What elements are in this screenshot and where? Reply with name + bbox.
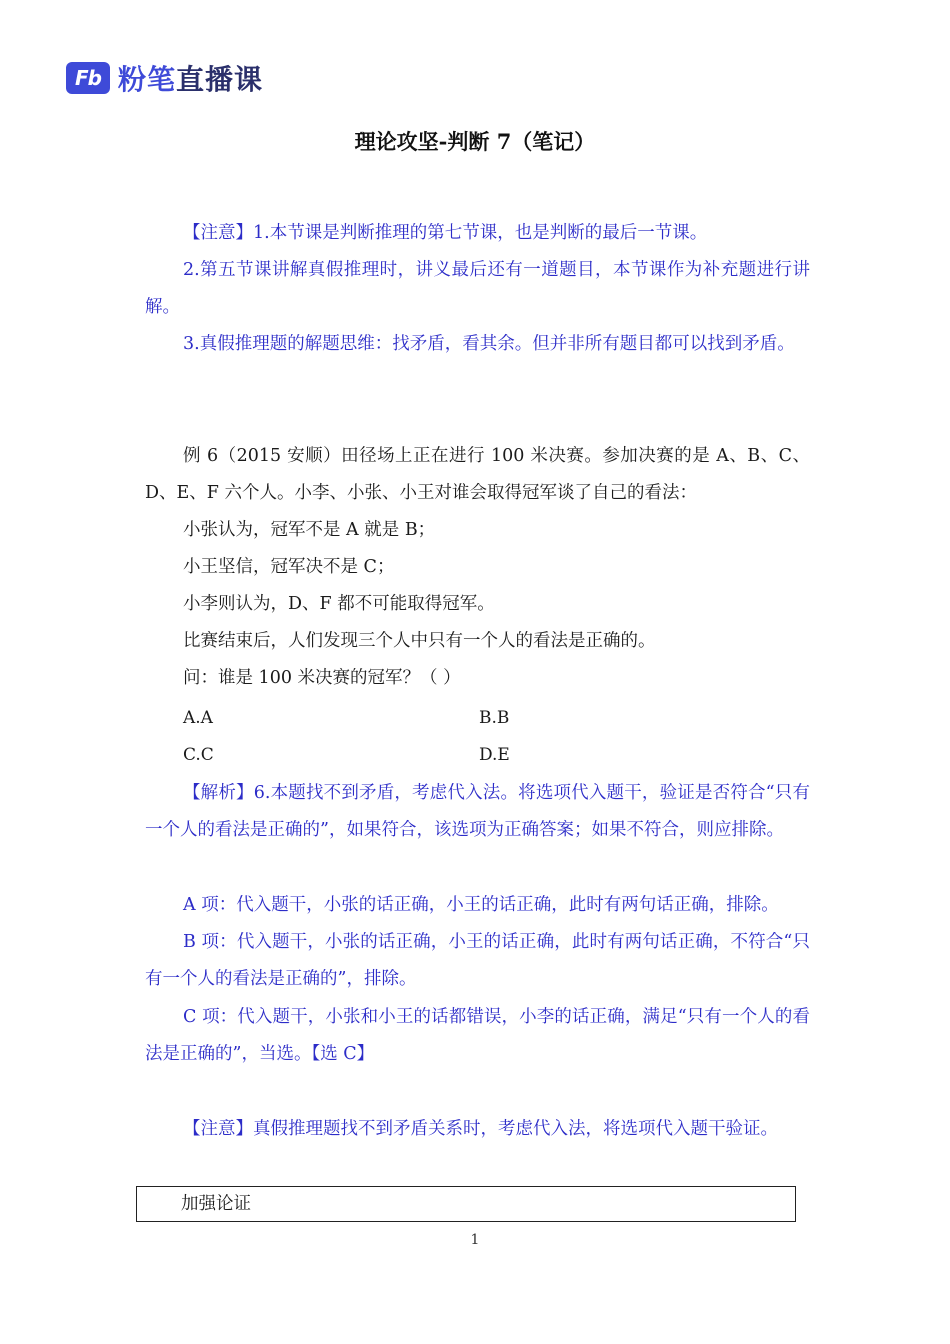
note-1: 【注意】1.本节课是判断推理的第七节课，也是判断的最后一节课。: [183, 223, 708, 243]
answer-options: [183, 700, 803, 774]
analysis-intro: 【解析】6.本题找不到矛盾，考虑代入法。将选项代入题干，验证是否符合“只有一个人的看法是正确的”，如果符合，该选项为正确答案；如果不符合，则应排除。: [145, 783, 810, 840]
analysis-option-b: B 项：代入题干，小张的话正确，小王的话正确，此时有两句话正确，不符合“只有一个人的看法是正确的”，排除。: [145, 932, 810, 989]
option-d: D.E: [479, 745, 510, 765]
analysis-option-a: A 项：代入题干，小张的话正确，小王的话正确，此时有两句话正确，排除。: [183, 895, 779, 915]
analysis-option-c: C 项：代入题干，小张和小王的话都错误，小李的话正确，满足“只有一个人的看法是正确的”，当选。【选 C】: [145, 1007, 810, 1064]
option-a: A.A: [183, 708, 213, 728]
statement-zhang: 小张认为，冠军不是 A 就是 B；: [183, 520, 436, 540]
note-2: 2.第五节课讲解真假推理时，讲义最后还有一道题目，本节课作为补充题进行讲解。: [145, 260, 810, 317]
option-c: C.C: [183, 745, 214, 765]
brand-logo: [66, 60, 263, 96]
statement-wang: 小王坚信，冠军决不是 C；: [183, 557, 395, 577]
question-ask: 问：谁是 100 米决赛的冠军？（ ）: [183, 668, 461, 688]
fb-logo-icon: Fb: [66, 62, 110, 94]
logo-suffix: 直播课: [176, 63, 264, 96]
section-heading-box: 加强论证: [136, 1186, 796, 1222]
option-b: B.B: [479, 708, 510, 728]
statement-result: 比赛结束后，人们发现三个人中只有一个人的看法是正确的。: [183, 631, 656, 651]
logo-brand: 粉笔: [118, 63, 177, 96]
note-substitution: 【注意】真假推理题找不到矛盾关系时，考虑代入法，将选项代入题干验证。: [183, 1119, 778, 1139]
statement-li: 小李则认为，D、F 都不可能取得冠军。: [183, 594, 495, 614]
logo-text: [118, 58, 263, 98]
page-number: 1: [470, 1232, 480, 1248]
page-title: 理论攻坚-判断 7（笔记）: [354, 129, 596, 154]
question-stem: 例 6（2015 安顺）田径场上正在进行 100 米决赛。参加决赛的是 A、B、C、D、E、F 六个人。小李、小张、小王对谁会取得冠军谈了自己的看法：: [145, 446, 810, 503]
note-3: 3.真假推理题的解题思维：找矛盾，看其余。但并非所有题目都可以找到矛盾。: [183, 334, 795, 354]
